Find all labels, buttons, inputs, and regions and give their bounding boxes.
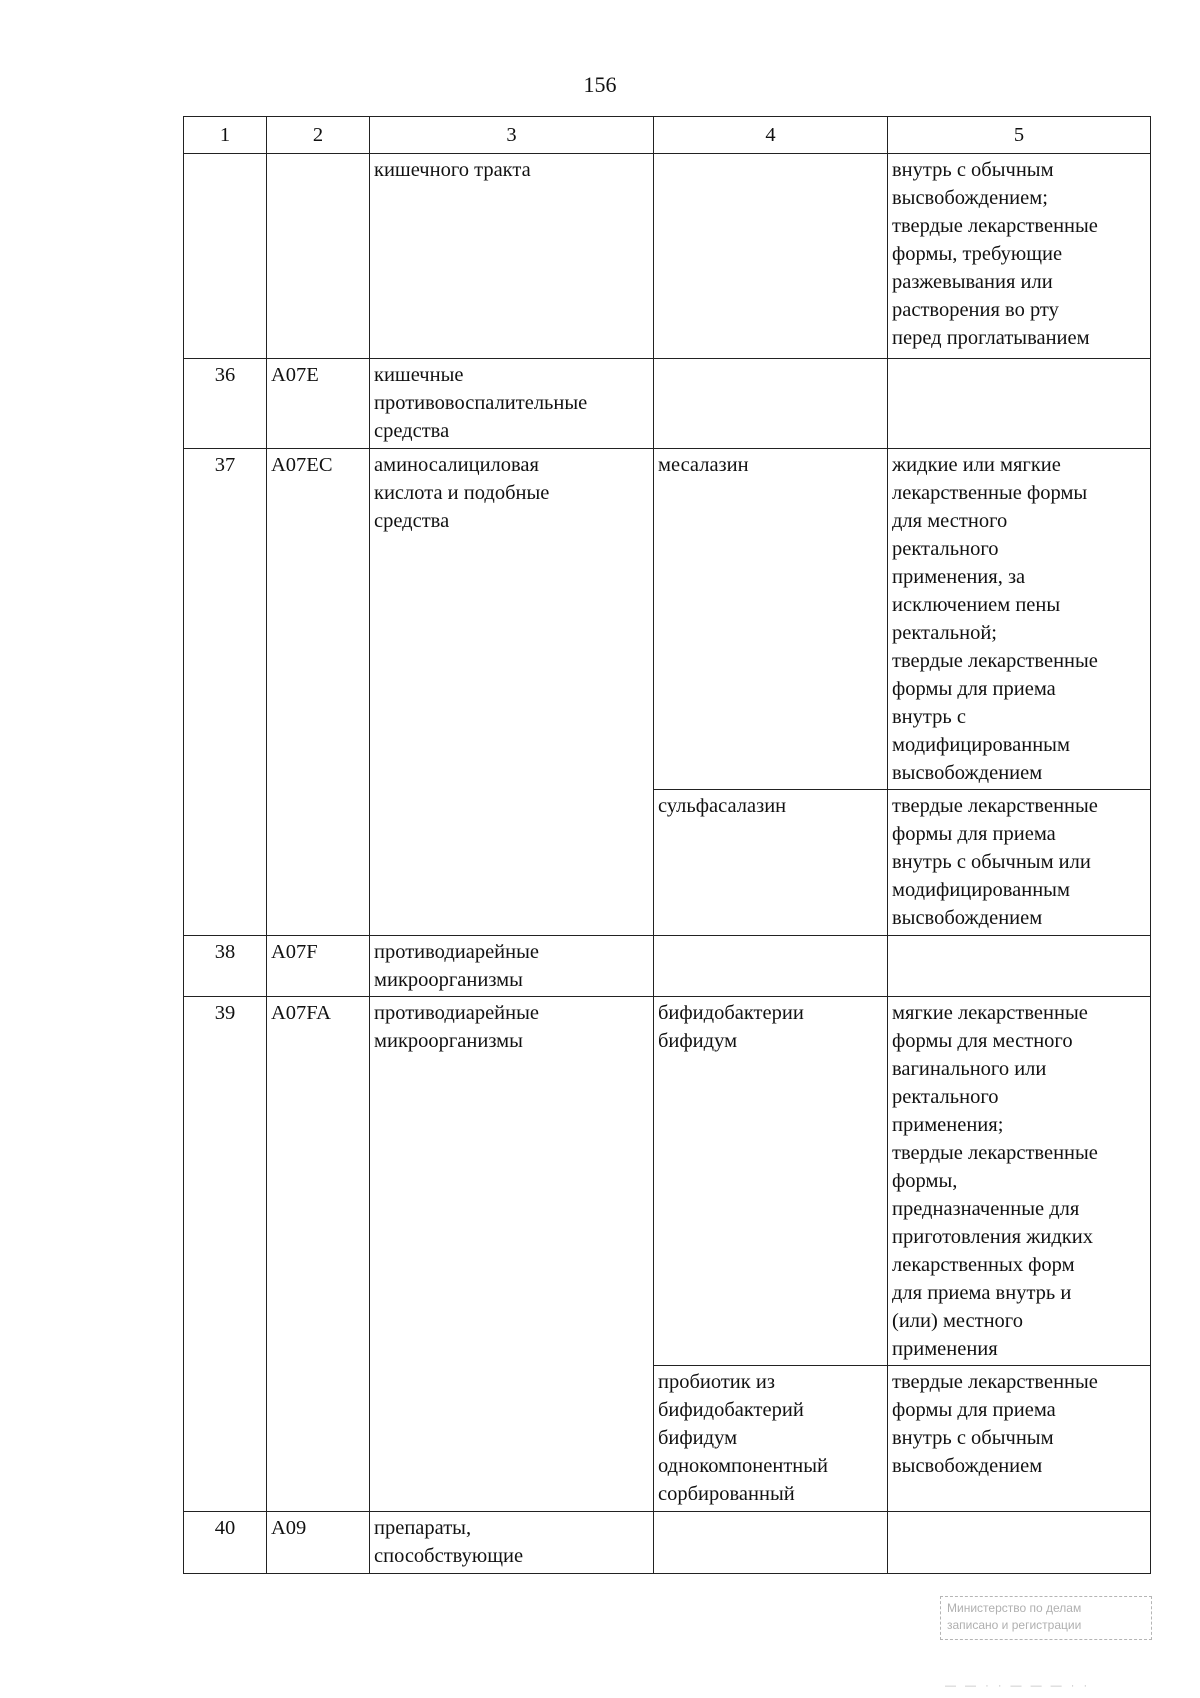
- drug-name: бифидобактерии бифидум: [654, 997, 888, 1366]
- dosage-form: твердые лекарственные формы для приема внутрь с обычным высвобождением: [888, 1366, 1151, 1512]
- atc-code: A07E: [267, 359, 370, 449]
- header-col-4: 4: [654, 117, 888, 154]
- table-row: [184, 1512, 1151, 1574]
- dosage-form: внутрь с обычным высвобождением; твердые лекарственные формы, требующие разжевывания или растворения во рту перед проглатыванием: [888, 154, 1151, 359]
- dosage-form: [888, 936, 1151, 997]
- header-col-1: 1: [184, 117, 267, 154]
- stamp-dashes: — — · · — — — · ·: [945, 1680, 1091, 1692]
- atc-group-name: препараты, способствующие: [370, 1512, 654, 1574]
- row-number: 36: [184, 359, 267, 449]
- dosage-form: жидкие или мягкие лекарственные формы для местного ректального применения, за исключением пены ректальной; твердые лекарственные формы для приема внутрь с модифицированным высвобождением: [888, 449, 1151, 790]
- drug-name: [654, 154, 888, 359]
- row-number: 38: [184, 936, 267, 997]
- dosage-form: твердые лекарственные формы для приема внутрь с обычным или модифицированным высвобождением: [888, 790, 1151, 936]
- table-row: [184, 154, 1151, 359]
- atc-code: A07FA: [267, 997, 370, 1512]
- table-row: [184, 449, 1151, 790]
- atc-group-name: противодиарейные микроорганизмы: [370, 997, 654, 1512]
- stamp-line-1: Министерство по делам: [947, 1601, 1082, 1615]
- drug-table: [183, 116, 1151, 1574]
- table-row: [184, 359, 1151, 449]
- row-number: 40: [184, 1512, 267, 1574]
- page-number: 156: [583, 72, 617, 97]
- atc-group-name: кишечного тракта: [370, 154, 654, 359]
- drug-name: [654, 1512, 888, 1574]
- drug-name: пробиотик из бифидобактерий бифидум однокомпонентный сорбированный: [654, 1366, 888, 1512]
- atc-code: A09: [267, 1512, 370, 1574]
- dosage-form: [888, 1512, 1151, 1574]
- dosage-form: мягкие лекарственные формы для местного вагинального или ректального применения; твердые лекарственные формы, предназначенные для приготовления жидких лекарственных форм для приема внутрь и (или) местного применения: [888, 997, 1151, 1366]
- atc-code: A07F: [267, 936, 370, 997]
- dosage-form: [888, 359, 1151, 449]
- drug-name: [654, 359, 888, 449]
- header-col-3: 3: [370, 117, 654, 154]
- table-row: [184, 936, 1151, 997]
- header-col-5: 5: [888, 117, 1151, 154]
- drug-name: [654, 936, 888, 997]
- table-header-row: [184, 117, 1151, 154]
- atc-group-name: противодиарейные микроорганизмы: [370, 936, 654, 997]
- header-col-2: 2: [267, 117, 370, 154]
- row-number: [184, 154, 267, 359]
- registration-stamp: [940, 1596, 1152, 1640]
- atc-group-name: аминосалициловая кислота и подобные средства: [370, 449, 654, 936]
- row-number: 37: [184, 449, 267, 936]
- drug-name: месалазин: [654, 449, 888, 790]
- table-row: [184, 997, 1151, 1366]
- drug-name: сульфасалазин: [654, 790, 888, 936]
- atc-code: [267, 154, 370, 359]
- atc-group-name: кишечные противовоспалительные средства: [370, 359, 654, 449]
- row-number: 39: [184, 997, 267, 1512]
- stamp-line-2: записано и регистрации: [947, 1618, 1082, 1632]
- atc-code: A07EC: [267, 449, 370, 936]
